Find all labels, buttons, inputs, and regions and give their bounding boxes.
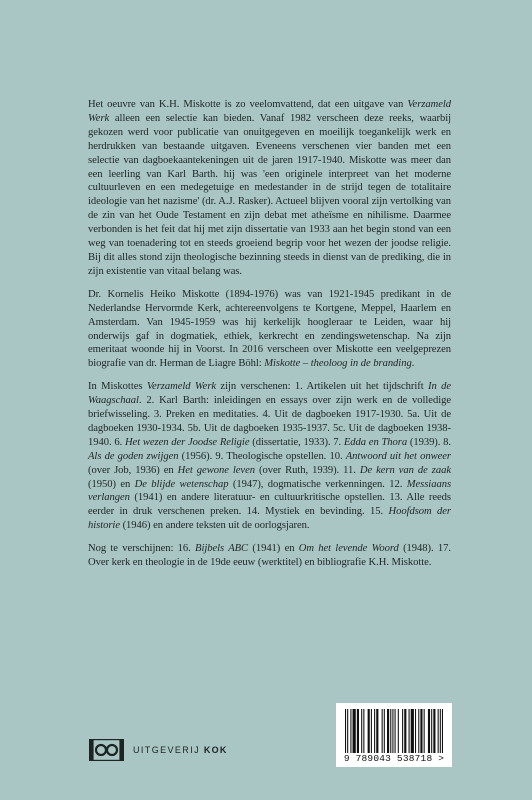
volumes-paragraph: [88, 380, 451, 533]
text-run: (1946) en andere teksten uit de oorlogsjaren.: [119, 520, 310, 532]
blurb-text: [88, 98, 451, 579]
text-run: (1948). 17. Over kerk en theologie in de 19de eeuw (werktitel) en bibliografie K.H. Miskotte.: [88, 543, 451, 569]
barcode-bar: [376, 709, 378, 753]
barcode-bar: [442, 709, 443, 753]
italic-title: Messiaans verlangen: [88, 478, 452, 504]
isbn-text: 9 789043 538718: [343, 753, 433, 764]
barcode-bar: [431, 709, 432, 753]
text-run: (over Job, 1936) en: [88, 464, 178, 476]
barcode-bar: [347, 709, 348, 753]
italic-title: Antwoord uit het onweer: [345, 450, 452, 462]
italic-title: Verzameld Werk: [146, 381, 217, 393]
barcode-bar: [390, 709, 391, 753]
barcode-bar: [384, 709, 385, 753]
barcode-bar: [361, 709, 362, 753]
text-run: Dr. Kornelis Heiko Miskotte (1894-1976) was van 1921-1945 predikant in de Nederlandse Hervormde Kerk, achtereenvolgens te Kortgene, Meppel, Haarlem en Amsterdam. Van 1945-1959 was hij kerkelijk hoogleraar te Leiden, waar hij onderwijs gaf in dogmatiek, ethiek, kerkrecht en zendingswetenschap. Na zijn emeritaat woonde hij in Voorst. In 2016 verscheen over Miskotte een veelgeprezen biografie van dr. Herman de Liagre Böhl:: [88, 288, 451, 370]
barcode-bar: [424, 709, 425, 753]
barcode-bar: [404, 709, 406, 753]
italic-title: Miskotte – theoloog in de branding: [264, 358, 412, 370]
text-run: Het oeuvre van K.H. Miskotte is zo veelomvattend, dat een uitgave van: [88, 99, 408, 110]
barcode-bar: [418, 709, 419, 753]
text-run: .: [411, 358, 415, 370]
upcoming-paragraph: [88, 542, 451, 570]
barcode-bar: [353, 709, 356, 753]
barcode-bar: [415, 709, 416, 753]
publisher-prefix: UITGEVERIJ: [133, 745, 201, 755]
isbn-barcode: [336, 703, 452, 767]
biography-paragraph: [88, 288, 451, 371]
text-run: zijn verschenen: 1. Artikelen uit het tijdschrift: [216, 381, 428, 393]
text-run: Nog te verschijnen: 16.: [88, 543, 196, 555]
text-run: (1941) en: [248, 543, 299, 555]
text-run: In Miskottes: [88, 381, 147, 393]
italic-title: De kern van de zaak: [359, 464, 452, 476]
barcode-bar: [345, 709, 346, 753]
text-run: (1941) en andere literatuur- en cultuurkritische opstellen. 13. Alle reeds eerder in druk verschenen preken. 14. Mystiek en bevinding. 15.: [88, 492, 451, 518]
text-run: (1939). 8.: [407, 436, 451, 448]
text-run: alleen een selectie kan bieden. Vanaf 1982 verscheen deze reeks, waarbij gekozen werd voor publicatie van onuitgegeven en moeilijk toegankelijk werk en herdrukken van bestaande uitgaven. Eveneens verschenen vier banden met een selectie van dagboekaantekeningen uit de jaren 1917-1940. Miskotte was meer dan een leerling van Karl Barth. hij was 'een originele interpreet van het moderne cultuurleven en een medegetuige en medestander in de strijd tegen de totalitaire ideologie van het nazisme' (dr. A.J. Rasker). Actueel blijven vooral zijn vertolking van de zin van het Oude Testament en zijn debat met atheïsme en nihilisme. Daarmee verbonden is het feit dat hij met zijn dissertatie van 1933 aan het begin stond van een weg van toenadering tot en steeds groeiend begrip voor het wezen der joodse religie. Bij dit alles stond zijn theologische bezinning steeds in dienst van de prediking, die in zijn existentie van vitaal belang was.: [88, 112, 451, 277]
barcode-bar: [382, 709, 383, 753]
barcode-bar: [350, 709, 351, 753]
italic-title: Bijbels ABC: [195, 543, 249, 555]
barcode-bar: [374, 709, 375, 753]
barcode-bar: [392, 709, 393, 753]
isbn-number: [336, 753, 452, 764]
text-run: . 2. Karl Barth: inleidingen en essays over zijn werk en de volledige briefwisseling. 3. Preken en meditaties. 4. Uit de dagboeken 1917-1930. 5a. Uit de dagboeken 1930-1934. 5b. Uit de dagboeken 1935-1937. 5c. Uit de dagboeken 1938-1940. 6.: [88, 395, 451, 448]
barcode-bar: [395, 709, 396, 753]
text-run: (1956). 9. Theologische opstellen. 10.: [178, 450, 346, 462]
text-run: (1947), dogmatische verkenningen. 12.: [228, 478, 407, 490]
italic-title: Edda en Thora: [343, 436, 408, 448]
barcode-bar: [411, 709, 414, 753]
barcode-bars: [345, 709, 443, 753]
text-run: (over Ruth, 1939). 11.: [254, 464, 360, 476]
italic-title: Hoofdsom der historie: [88, 506, 451, 532]
barcode-bar: [438, 709, 439, 753]
barcode-bar: [398, 709, 399, 753]
italic-title: Het wezen der Joodse Religie: [124, 436, 250, 448]
barcode-bar: [368, 709, 370, 753]
barcode-bar: [433, 709, 435, 753]
italic-title: In de Waagschaal: [88, 381, 451, 407]
barcode-bar: [371, 709, 372, 753]
barcode-bar: [357, 709, 359, 753]
barcode-bar: [428, 709, 430, 753]
kok-logo-icon: [89, 739, 124, 761]
text-run: (dissertatie, 1933). 7.: [249, 436, 344, 448]
italic-title: Het gewone leven: [177, 464, 255, 476]
publisher-name: [133, 745, 228, 755]
italic-title: Om het levende Woord: [298, 543, 399, 555]
text-run: (1950) en: [88, 478, 135, 490]
italic-title: Als de goden zwijgen: [88, 450, 179, 462]
barcode-bar: [420, 709, 422, 753]
barcode-bar: [402, 709, 403, 753]
publisher-brand: KOK: [203, 745, 228, 755]
intro-paragraph: [88, 98, 451, 279]
italic-title: Verzameld Werk: [88, 99, 451, 124]
barcode-bar: [409, 709, 410, 753]
publisher-mark: [89, 738, 228, 762]
italic-title: De blijde wetenschap: [134, 478, 229, 490]
quiet-zone-marker: >: [438, 753, 445, 764]
barcode-bar: [363, 709, 364, 753]
barcode-bar: [387, 709, 389, 753]
barcode-bar: [440, 709, 441, 753]
